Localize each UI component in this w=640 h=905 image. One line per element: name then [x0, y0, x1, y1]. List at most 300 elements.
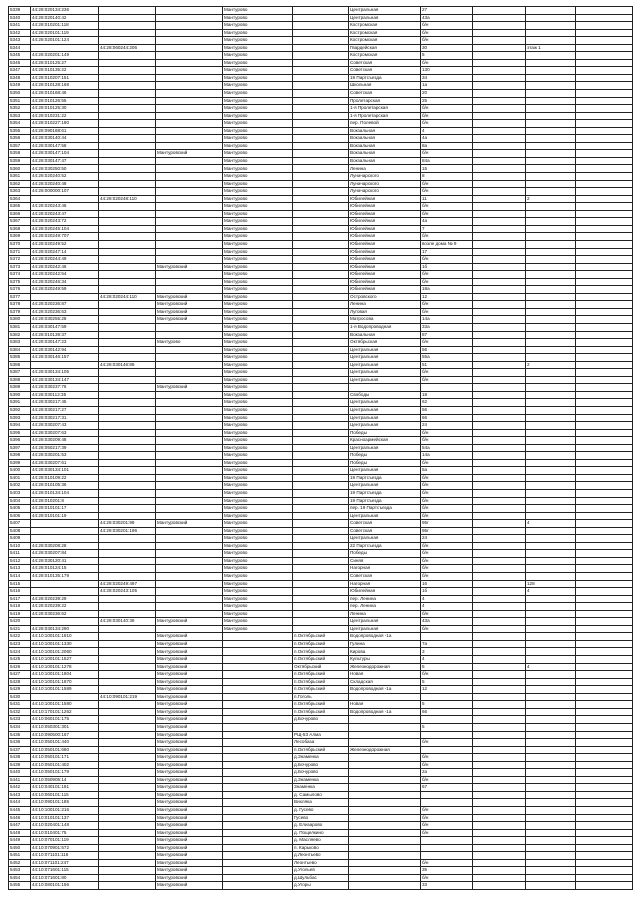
row-number-cell: 5374	[9, 271, 31, 279]
settlement-cell	[293, 512, 349, 520]
building-cadastral-number-cell	[99, 339, 156, 347]
cadastral-number-cell: 44:28:030134:290	[31, 625, 99, 633]
district-cell: Мантуровский	[156, 678, 223, 686]
note-cell	[526, 844, 576, 852]
row-number-cell: 5407	[9, 520, 31, 528]
street-cell: Центральная	[349, 14, 421, 22]
district-cell	[156, 429, 223, 437]
street-cell: Юбилейная	[349, 286, 421, 294]
note-cell: 4	[526, 663, 576, 671]
empty-cell	[576, 693, 633, 701]
house-number-cell	[421, 633, 473, 641]
district-cell	[156, 505, 223, 513]
cadastral-number-cell: 44:28:020101:124	[31, 37, 99, 45]
street-cell: Юбилейная	[349, 278, 421, 286]
row-number-cell: 5371	[9, 248, 31, 256]
house-number-cell: б/н	[421, 339, 473, 347]
cadastral-number-cell	[31, 588, 99, 596]
table-row	[9, 354, 633, 362]
empty-cell	[576, 339, 633, 347]
apartment-cell	[473, 648, 526, 656]
apartment-cell	[473, 361, 526, 369]
register-table	[8, 6, 633, 890]
table-row	[9, 256, 633, 264]
district-cell	[156, 67, 223, 75]
street-cell: Ленина	[349, 165, 421, 173]
settlement-cell	[293, 384, 349, 392]
street-cell: Центральная	[349, 354, 421, 362]
cadastral-number-cell: 44:10:060101:175	[31, 716, 99, 724]
cadastral-number-cell: 44:28:030237:76	[31, 384, 99, 392]
district-cell	[156, 406, 223, 414]
building-cadastral-number-cell	[99, 656, 156, 664]
cadastral-number-cell: 44:28:020243:72	[31, 218, 99, 226]
cadastral-number-cell: 44:28:010101:17	[31, 505, 99, 513]
note-cell	[526, 837, 576, 845]
building-cadastral-number-cell	[99, 859, 156, 867]
empty-cell	[576, 44, 633, 52]
street-cell: Юбилейная	[349, 256, 421, 264]
house-number-cell: 16	[421, 580, 473, 588]
note-cell	[526, 693, 576, 701]
house-number-cell: б/н	[421, 573, 473, 581]
table-row	[9, 776, 633, 784]
city-cell: Мантурово	[223, 188, 293, 196]
cadastral-number-cell: 44:28:020240:48	[31, 180, 99, 188]
building-cadastral-number-cell	[99, 784, 156, 792]
apartment-cell	[473, 203, 526, 211]
district-cell	[156, 323, 223, 331]
city-cell: Мантурово	[223, 437, 293, 445]
city-cell: Мантурово	[223, 323, 293, 331]
settlement-cell	[293, 195, 349, 203]
apartment-cell	[473, 490, 526, 498]
district-cell: Мантуровский	[156, 814, 223, 822]
empty-cell	[576, 384, 633, 392]
district-cell	[156, 233, 223, 241]
table-row	[9, 829, 633, 837]
note-cell	[526, 323, 576, 331]
empty-cell	[576, 150, 633, 158]
cadastral-number-cell: 44:28:020247:14	[31, 248, 99, 256]
city-cell: Мантурово	[223, 233, 293, 241]
building-cadastral-number-cell	[99, 135, 156, 143]
house-number-cell: 12	[421, 686, 473, 694]
city-cell: Мантурово	[223, 293, 293, 301]
cadastral-number-cell: 44:28:030255:28	[31, 316, 99, 324]
table-row	[9, 663, 633, 671]
settlement-cell: п.Октябрьский	[293, 648, 349, 656]
building-cadastral-number-cell	[99, 422, 156, 430]
house-number-cell: 35	[421, 867, 473, 875]
settlement-cell	[293, 588, 349, 596]
house-number-cell: 4	[421, 595, 473, 603]
note-cell	[526, 112, 576, 120]
city-cell: Мантурово	[223, 610, 293, 618]
row-number-cell: 5396	[9, 437, 31, 445]
city-cell: Мантурово	[223, 399, 293, 407]
house-number-cell: 14а	[421, 316, 473, 324]
row-number-cell: 5344	[9, 44, 31, 52]
house-number-cell: б/н	[421, 105, 473, 113]
settlement-cell: п.Октябрьский	[293, 671, 349, 679]
cadastral-number-cell: 44:28:020236:53	[31, 308, 99, 316]
empty-cell	[576, 482, 633, 490]
note-cell	[526, 59, 576, 67]
city-cell: Мантурово	[223, 595, 293, 603]
row-number-cell: 5363	[9, 188, 31, 196]
building-cadastral-number-cell	[99, 746, 156, 754]
house-number-cell: б/н	[421, 180, 473, 188]
house-number-cell: б/н	[421, 369, 473, 377]
city-cell	[223, 671, 293, 679]
street-cell	[349, 799, 421, 807]
building-cadastral-number-cell: 44:28:030201:196	[99, 527, 156, 535]
empty-cell	[576, 14, 633, 22]
table-row	[9, 716, 633, 724]
apartment-cell	[473, 656, 526, 664]
settlement-cell	[293, 256, 349, 264]
building-cadastral-number-cell	[99, 610, 156, 618]
house-number-cell: б/н	[421, 761, 473, 769]
settlement-cell	[293, 97, 349, 105]
house-number-cell: 66	[421, 414, 473, 422]
empty-cell	[576, 761, 633, 769]
settlement-cell	[293, 7, 349, 15]
house-number-cell: возле дома № 9	[421, 240, 473, 248]
row-number-cell: 5448	[9, 829, 31, 837]
settlement-cell: д.Знаменка	[293, 754, 349, 762]
settlement-cell	[293, 497, 349, 505]
district-cell: Мантуровский	[156, 806, 223, 814]
table-row	[9, 74, 633, 82]
district-cell	[156, 135, 223, 143]
row-number-cell: 5418	[9, 603, 31, 611]
house-number-cell	[421, 852, 473, 860]
settlement-cell	[293, 323, 349, 331]
settlement-cell	[293, 542, 349, 550]
street-cell: Луначарского	[349, 180, 421, 188]
district-cell	[156, 414, 223, 422]
apartment-cell	[473, 384, 526, 392]
street-cell: Ленина	[349, 301, 421, 309]
apartment-cell	[473, 248, 526, 256]
street-cell	[349, 814, 421, 822]
row-number-cell: 5390	[9, 391, 31, 399]
street-cell	[349, 829, 421, 837]
house-number-cell: 14а	[421, 452, 473, 460]
empty-cell	[576, 82, 633, 90]
apartment-cell	[473, 180, 526, 188]
row-number-cell: 5365	[9, 203, 31, 211]
building-cadastral-number-cell	[99, 701, 156, 709]
cadastral-number-cell: 44:10:100101:1527	[31, 656, 99, 664]
house-number-cell: б/н	[421, 459, 473, 467]
district-cell: Мантуровский	[156, 293, 223, 301]
house-number-cell: 1б	[421, 588, 473, 596]
apartment-cell	[473, 354, 526, 362]
house-number-cell: 12	[421, 293, 473, 301]
house-number-cell: б/н	[421, 150, 473, 158]
cadastral-number-cell: 44:28:010207:151	[31, 74, 99, 82]
street-cell: 19 Партсъезда	[349, 74, 421, 82]
house-number-cell: 55а	[421, 354, 473, 362]
city-cell: Мантурово	[223, 354, 293, 362]
street-cell	[349, 731, 421, 739]
district-cell: Мантуровский	[156, 867, 223, 875]
building-cadastral-number-cell	[99, 278, 156, 286]
building-cadastral-number-cell: 44:28:020243:105	[99, 588, 156, 596]
cadastral-number-cell	[31, 195, 99, 203]
house-number-cell	[421, 799, 473, 807]
house-number-cell: 5	[421, 701, 473, 709]
street-cell: Вокзальная	[349, 331, 421, 339]
settlement-cell	[293, 723, 349, 731]
empty-cell	[576, 127, 633, 135]
settlement-cell	[293, 59, 349, 67]
city-cell: Мантурово	[223, 173, 293, 181]
empty-cell	[576, 218, 633, 226]
house-number-cell: б/н	[421, 806, 473, 814]
building-cadastral-number-cell	[99, 550, 156, 558]
apartment-cell	[473, 278, 526, 286]
cadastral-number-cell: 44:10:071101:116	[31, 852, 99, 860]
cadastral-number-cell: 44:10:050101:402	[31, 761, 99, 769]
building-cadastral-number-cell	[99, 731, 156, 739]
city-cell: Мантурово	[223, 278, 293, 286]
building-cadastral-number-cell	[99, 82, 156, 90]
house-number-cell: б/н	[421, 256, 473, 264]
district-cell	[156, 97, 223, 105]
apartment-cell	[473, 799, 526, 807]
empty-cell	[576, 723, 633, 731]
building-cadastral-number-cell	[99, 799, 156, 807]
cadastral-number-cell: 44:28:010231:22	[31, 112, 99, 120]
settlement-cell	[293, 369, 349, 377]
cadastral-number-cell: 44:10:040101:181	[31, 784, 99, 792]
building-cadastral-number-cell	[99, 822, 156, 830]
building-cadastral-number-cell: 44:28:030146:89	[99, 361, 156, 369]
cadastral-number-cell: 44:10:100101:1278	[31, 663, 99, 671]
table-row	[9, 384, 633, 392]
city-cell: Мантурово	[223, 308, 293, 316]
district-cell	[156, 225, 223, 233]
house-number-cell: 5	[421, 663, 473, 671]
district-cell: Мантуровский	[156, 723, 223, 731]
row-number-cell: 5342	[9, 29, 31, 37]
building-cadastral-number-cell	[99, 535, 156, 543]
note-cell	[526, 874, 576, 882]
table-row	[9, 316, 633, 324]
table-row	[9, 874, 633, 882]
street-cell: Вокзальная	[349, 135, 421, 143]
row-number-cell: 5425	[9, 656, 31, 664]
city-cell	[223, 867, 293, 875]
cadastral-number-cell: 44:28:030147:59	[31, 323, 99, 331]
table-row	[9, 814, 633, 822]
empty-cell	[576, 278, 633, 286]
note-cell	[526, 739, 576, 747]
table-row	[9, 323, 633, 331]
apartment-cell	[473, 346, 526, 354]
cadastral-number-cell: 44:10:100101:1580	[31, 701, 99, 709]
row-number-cell: 5413	[9, 565, 31, 573]
settlement-cell	[293, 210, 349, 218]
house-number-cell: 2а	[421, 769, 473, 777]
settlement-cell: Лесобаза	[293, 739, 349, 747]
row-number-cell: 5397	[9, 444, 31, 452]
building-cadastral-number-cell	[99, 573, 156, 581]
empty-cell	[576, 542, 633, 550]
street-cell: Матросова	[349, 316, 421, 324]
table-row	[9, 142, 633, 150]
table-row	[9, 90, 633, 98]
apartment-cell	[473, 618, 526, 626]
street-cell: 19 Партсъезда	[349, 490, 421, 498]
building-cadastral-number-cell	[99, 173, 156, 181]
building-cadastral-number-cell	[99, 814, 156, 822]
empty-cell	[576, 648, 633, 656]
city-cell: Мантурово	[223, 165, 293, 173]
empty-cell	[576, 240, 633, 248]
settlement-cell	[293, 74, 349, 82]
apartment-cell	[473, 195, 526, 203]
empty-cell	[576, 120, 633, 128]
apartment-cell	[473, 135, 526, 143]
empty-cell	[576, 739, 633, 747]
note-cell	[526, 14, 576, 22]
table-row	[9, 610, 633, 618]
building-cadastral-number-cell	[99, 142, 156, 150]
city-cell: Мантурово	[223, 316, 293, 324]
empty-cell	[576, 776, 633, 784]
street-cell: Победы	[349, 429, 421, 437]
row-number-cell: 5451	[9, 852, 31, 860]
district-cell	[156, 459, 223, 467]
cadastral-number-cell: 44:28:050217:39	[31, 444, 99, 452]
building-cadastral-number-cell	[99, 150, 156, 158]
settlement-cell	[293, 361, 349, 369]
table-row	[9, 542, 633, 550]
district-cell	[156, 203, 223, 211]
building-cadastral-number-cell	[99, 882, 156, 890]
row-number-cell: 5381	[9, 323, 31, 331]
house-number-cell: б/н	[421, 474, 473, 482]
settlement-cell	[293, 474, 349, 482]
empty-cell	[576, 165, 633, 173]
note-cell	[526, 429, 576, 437]
house-number-cell: 7а	[421, 640, 473, 648]
street-cell: 1-я Пролетарская	[349, 105, 421, 113]
apartment-cell	[473, 731, 526, 739]
street-cell: Новая	[349, 701, 421, 709]
apartment-cell	[473, 701, 526, 709]
table-row	[9, 14, 633, 22]
house-number-cell: б/н	[421, 22, 473, 30]
building-cadastral-number-cell	[99, 648, 156, 656]
street-cell	[349, 852, 421, 860]
district-cell: Мантуровский	[156, 852, 223, 860]
city-cell: Мантурово	[223, 120, 293, 128]
apartment-cell	[473, 565, 526, 573]
building-cadastral-number-cell	[99, 376, 156, 384]
house-number-cell	[421, 716, 473, 724]
city-cell	[223, 731, 293, 739]
house-number-cell: б/н	[421, 874, 473, 882]
empty-cell	[576, 59, 633, 67]
table-row	[9, 293, 633, 301]
district-cell	[156, 127, 223, 135]
empty-cell	[576, 74, 633, 82]
city-cell: Мантурово	[223, 225, 293, 233]
cadastral-number-cell: 44:10:071601:115	[31, 867, 99, 875]
settlement-cell: д.Шульбас	[293, 874, 349, 882]
table-row	[9, 754, 633, 762]
note-cell	[526, 369, 576, 377]
row-number-cell: 5384	[9, 346, 31, 354]
row-number-cell: 5399	[9, 459, 31, 467]
settlement-cell: п.Октябрьский	[293, 678, 349, 686]
building-cadastral-number-cell	[99, 452, 156, 460]
row-number-cell: 5359	[9, 157, 31, 165]
building-cadastral-number-cell	[99, 490, 156, 498]
table-row	[9, 739, 633, 747]
cadastral-number-cell: 44:28:010134:104	[31, 490, 99, 498]
apartment-cell	[473, 29, 526, 37]
district-cell: Мантуровский	[156, 784, 223, 792]
note-cell	[526, 610, 576, 618]
note-cell	[526, 308, 576, 316]
empty-cell	[576, 490, 633, 498]
empty-cell	[576, 610, 633, 618]
house-number-cell: б/н	[421, 814, 473, 822]
note-cell	[526, 822, 576, 830]
street-cell: Советская	[349, 573, 421, 581]
note-cell	[526, 180, 576, 188]
house-number-cell: б/н	[421, 37, 473, 45]
street-cell: Гулина	[349, 640, 421, 648]
empty-cell	[576, 248, 633, 256]
house-number-cell: б/н	[421, 490, 473, 498]
cadastral-number-cell: 44:28:030217:31	[31, 414, 99, 422]
table-row	[9, 29, 633, 37]
cadastral-number-cell: 44:28:030236:62	[31, 610, 99, 618]
apartment-cell	[473, 97, 526, 105]
building-cadastral-number-cell	[99, 505, 156, 513]
apartment-cell	[473, 429, 526, 437]
register-sheet	[8, 6, 632, 890]
building-cadastral-number-cell	[99, 837, 156, 845]
street-cell: пер. Полевой	[349, 120, 421, 128]
apartment-cell	[473, 188, 526, 196]
house-number-cell	[421, 746, 473, 754]
empty-cell	[576, 369, 633, 377]
settlement-cell: д. Гусево	[293, 806, 349, 814]
street-cell: Советская	[349, 90, 421, 98]
house-number-cell: 5а	[421, 467, 473, 475]
city-cell: Мантурово	[223, 542, 293, 550]
house-number-cell: 4	[421, 656, 473, 664]
city-cell	[223, 776, 293, 784]
apartment-cell	[473, 761, 526, 769]
table-row	[9, 603, 633, 611]
table-row	[9, 67, 633, 75]
apartment-cell	[473, 165, 526, 173]
building-cadastral-number-cell	[99, 316, 156, 324]
row-number-cell: 5386	[9, 361, 31, 369]
settlement-cell	[293, 535, 349, 543]
row-number-cell: 5345	[9, 52, 31, 60]
